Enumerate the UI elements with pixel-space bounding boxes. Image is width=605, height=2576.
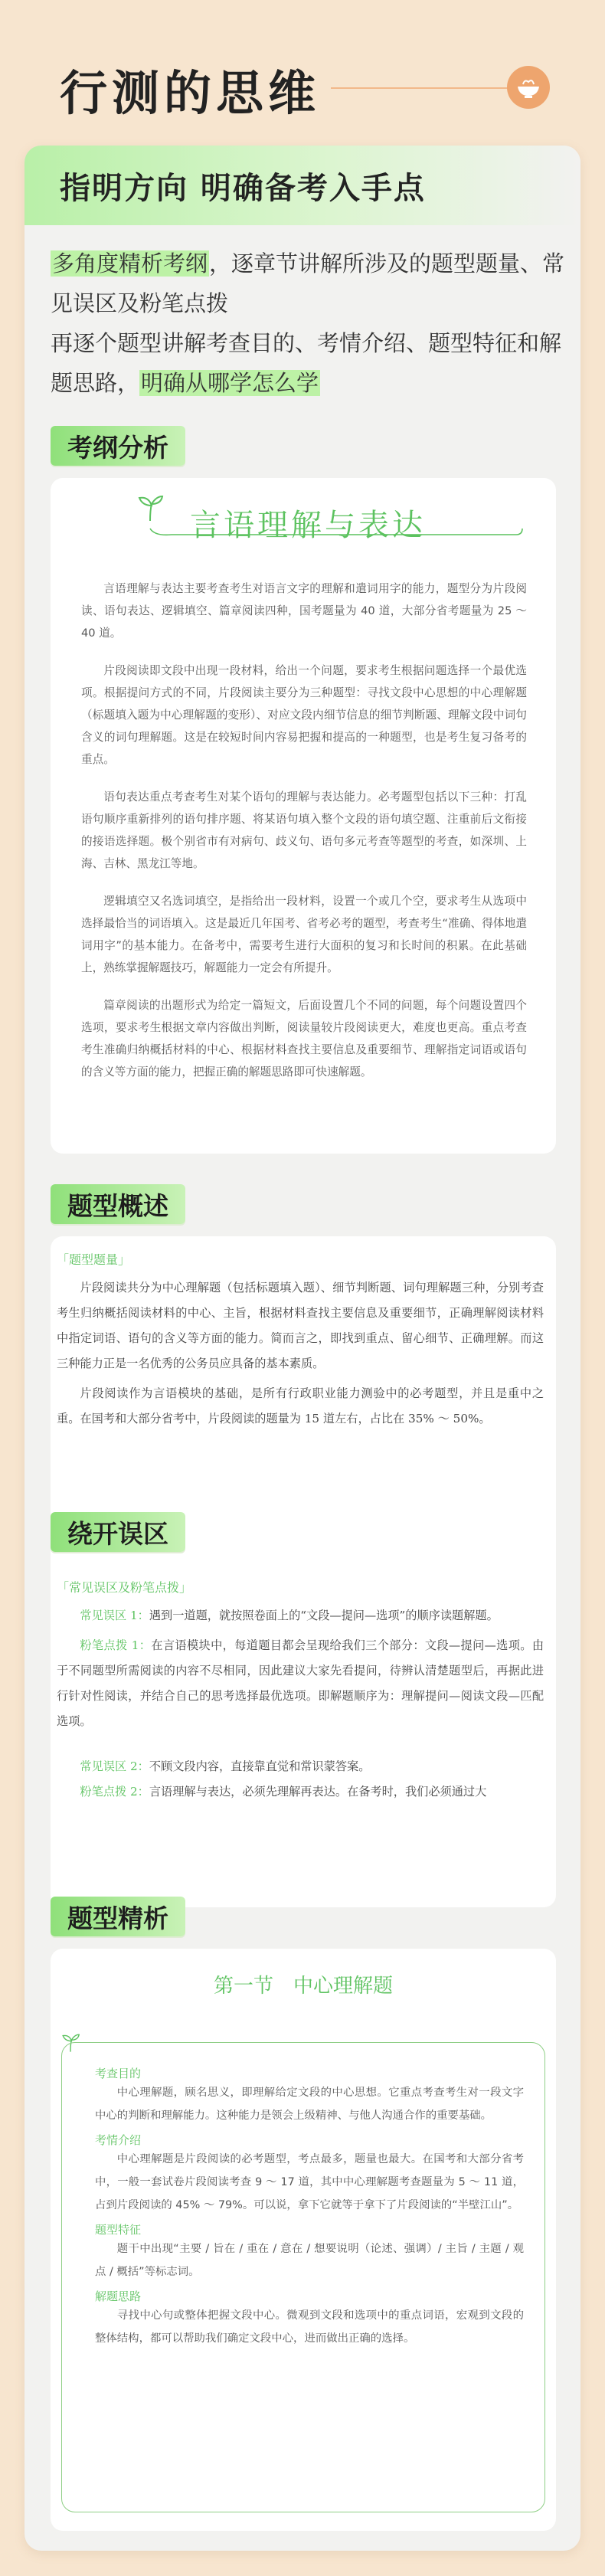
pitfall-item <box>57 1779 544 1805</box>
analysis-label: 考情介绍 <box>95 2133 142 2147</box>
pitfall-label: 常见误区 2： <box>80 1759 149 1773</box>
outline-paragraph: 片段阅读即文段中出现一段材料，给出一个问题，要求考生根据问题选择一个最优选项。根据提问方式的不同，片段阅读主要分为三种题型：寻找文段中心思想的中心理解题（标题填入题为中心理解题的变形）、对应文段内细节信息的细节判断题、理解文段中词句含义的词句理解题。这是在较短时间内容易把握和提高的一种题型，也是考生复习备考的重点。 <box>81 664 527 766</box>
headline: 指明方向 明确备考入手点 <box>60 170 426 206</box>
analysis-paragraph: 题干中出现“主要 / 旨在 / 重在 / 意在 / 想要说明（论述、强调）/ 主旨 / 主题 / 观点 / 概括”等标志词。 <box>95 2243 524 2278</box>
overview-paragraph: 片段阅读共分为中心理解题（包括标题填入题）、细节判断题、词句理解题三种，分别考查考生归纳概括阅读材料的中心、主旨，根据材料查找主要信息及重要细节，正确理解阅读材料中指定词语、语句的含义等方面的能力。简而言之，即找到重点、留心细节、正确理解。而这三种能力正是一名优秀的公务员应具备的基本素质。 <box>57 1281 544 1370</box>
pitfalls-body <box>57 1578 544 1805</box>
overview-body <box>57 1250 544 1432</box>
analysis-label: 题型特征 <box>95 2223 142 2237</box>
overview-paragraph: 片段阅读作为言语模块的基础，是所有行政职业能力测验中的必考题型，并且是重中之重。在国考和大部分省考中，片段阅读的题量为 15 道左右，占比在 35% ～ 50%。 <box>57 1386 544 1425</box>
pitfall-item <box>57 1754 544 1779</box>
pitfall-text: 在言语模块中，每道题目都会呈现给我们三个部分：文段—提问—选项。由于不同题型所需阅读的内容不尽相同，因此建议大家先看提问，待辨认清楚题型后，再据此进行针对性阅读，并结合自己的思考选择最优选项。即解题顺序为：理解提问—阅读文段—匹配选项。 <box>57 1638 544 1728</box>
analysis-label: 考查目的 <box>95 2067 142 2080</box>
analysis-paragraph: 寻找中心句或整体把握文段中心。微观到文段和选项中的重点词语，宏观到文段的整体结构，都可以帮助我们确定文段中心，进而做出正确的选择。 <box>95 2309 524 2345</box>
pitfall-item <box>57 1633 544 1734</box>
intro-text <box>51 244 571 403</box>
analysis-label: 解题思路 <box>95 2290 142 2303</box>
headline-bar <box>25 146 580 225</box>
intro-highlight-2: 明确从哪学怎么学 <box>141 370 319 396</box>
analysis-card <box>51 1949 556 2531</box>
pitfall-label: 常见误区 1： <box>80 1609 149 1622</box>
section-tag-overview: 题型概述 <box>51 1184 185 1224</box>
analysis-body <box>95 2060 524 2350</box>
bowl-icon <box>507 66 550 109</box>
pitfall-label: 粉笔点拨 1： <box>80 1638 152 1652</box>
pitfall-text: 言语理解与表达，必须先理解再表达。在备考时，我们必须通过大 <box>149 1785 487 1799</box>
outline-paragraph: 逻辑填空又名选词填空，是指给出一段材料，设置一个或几个空，要求考生从选项中选择最恰当的词语填入。这是最近几年国考、省考必考的题型，考查考生“准确、得体地遣词用字”的基本能力。在备考中，需要考生进行大面积的复习和长时间的积累。在此基础上，熟练掌握解题技巧，解题能力一定会有所提升。 <box>81 895 527 974</box>
title-divider <box>331 87 509 89</box>
pitfall-text: 遇到一道题，就按照卷面上的“文段—提问—选项”的顺序读题解题。 <box>149 1609 499 1622</box>
outline-paragraph: 语句表达重点考查考生对某个语句的理解与表达能力。必考题型包括以下三种：打乱语句顺序重新排列的语句排序题、将某语句填入整个文段的语句填空题、注重前后文衔接的接语选择题。极个别省市有对病句、歧义句、语句多元考查等题型的考查，如深圳、上海、吉林、黑龙江等地。 <box>81 790 527 870</box>
pitfalls-tag: 「常见误区及粉笔点拨」 <box>57 1580 192 1595</box>
analysis-paragraph: 中心理解题，顾名思义，即理解给定文段的中心思想。它重点考查考生对一段文字中心的判断和理解能力。这种能力是领会上级精神、与他人沟通合作的重要基础。 <box>95 2087 524 2122</box>
analysis-section-title: 第一节 中心理解题 <box>213 1975 393 1998</box>
analysis-paragraph: 中心理解题是片段阅读的必考题型，考点最多，题量也最大。在国考和大部分省考中，一般一套试卷片段阅读考查 9 ～ 17 道，其中中心理解题考查题量为 5 ～ 11 道，占到片段阅读的 45% ～ 79%。可以说，拿下它就等于拿下了片段阅读的“半壁江山”。 <box>95 2153 524 2211</box>
pitfall-item <box>57 1603 544 1628</box>
outline-paragraph: 言语理解与表达主要考查考生对语言文字的理解和遣词用字的能力，题型分为片段阅读、语句表达、逻辑填空、篇章阅读四种，国考题量为 40 道，大部分省考题量为 25 ～ 40 道。 <box>81 582 527 640</box>
outline-body <box>81 578 527 1083</box>
outline-card-title: 言语理解与表达 <box>190 508 426 543</box>
intro-highlight-1: 多角度精析考纲 <box>52 250 208 277</box>
outline-card <box>51 478 556 1154</box>
overview-tag: 「题型题量」 <box>57 1252 131 1267</box>
page-title: 行测的思维 <box>60 65 321 121</box>
outline-paragraph: 篇章阅读的出题形式为给定一篇短文，后面设置几个不同的问题，每个问题设置四个选项，要求考生根据文章内容做出判断，阅读量较片段阅读更大，难度也更高。重点考查考生准确归纳概括材料的中心、根据材料查找主要信息及重要细节、理解指定词语或语句的含义等方面的能力，把握正确的解题思路即可快速解题。 <box>81 999 527 1079</box>
pitfall-label: 粉笔点拨 2： <box>80 1785 149 1799</box>
section-tag-pitfalls: 绕开误区 <box>51 1512 185 1552</box>
pitfall-text: 不顾文段内容，直接靠直觉和常识蒙答案。 <box>149 1759 371 1773</box>
intro-text-1: ，逐章节讲解所涉及的题型题量、常见误区及粉笔点拨 <box>51 250 565 316</box>
intro-text-2: 再逐个题型讲解考查目的、考情介绍、题型特征和解题思路， <box>51 330 562 396</box>
section-tag-outline: 考纲分析 <box>51 426 185 466</box>
pitfalls-card <box>51 1564 556 1907</box>
section-tag-analysis: 题型精析 <box>51 1897 185 1936</box>
